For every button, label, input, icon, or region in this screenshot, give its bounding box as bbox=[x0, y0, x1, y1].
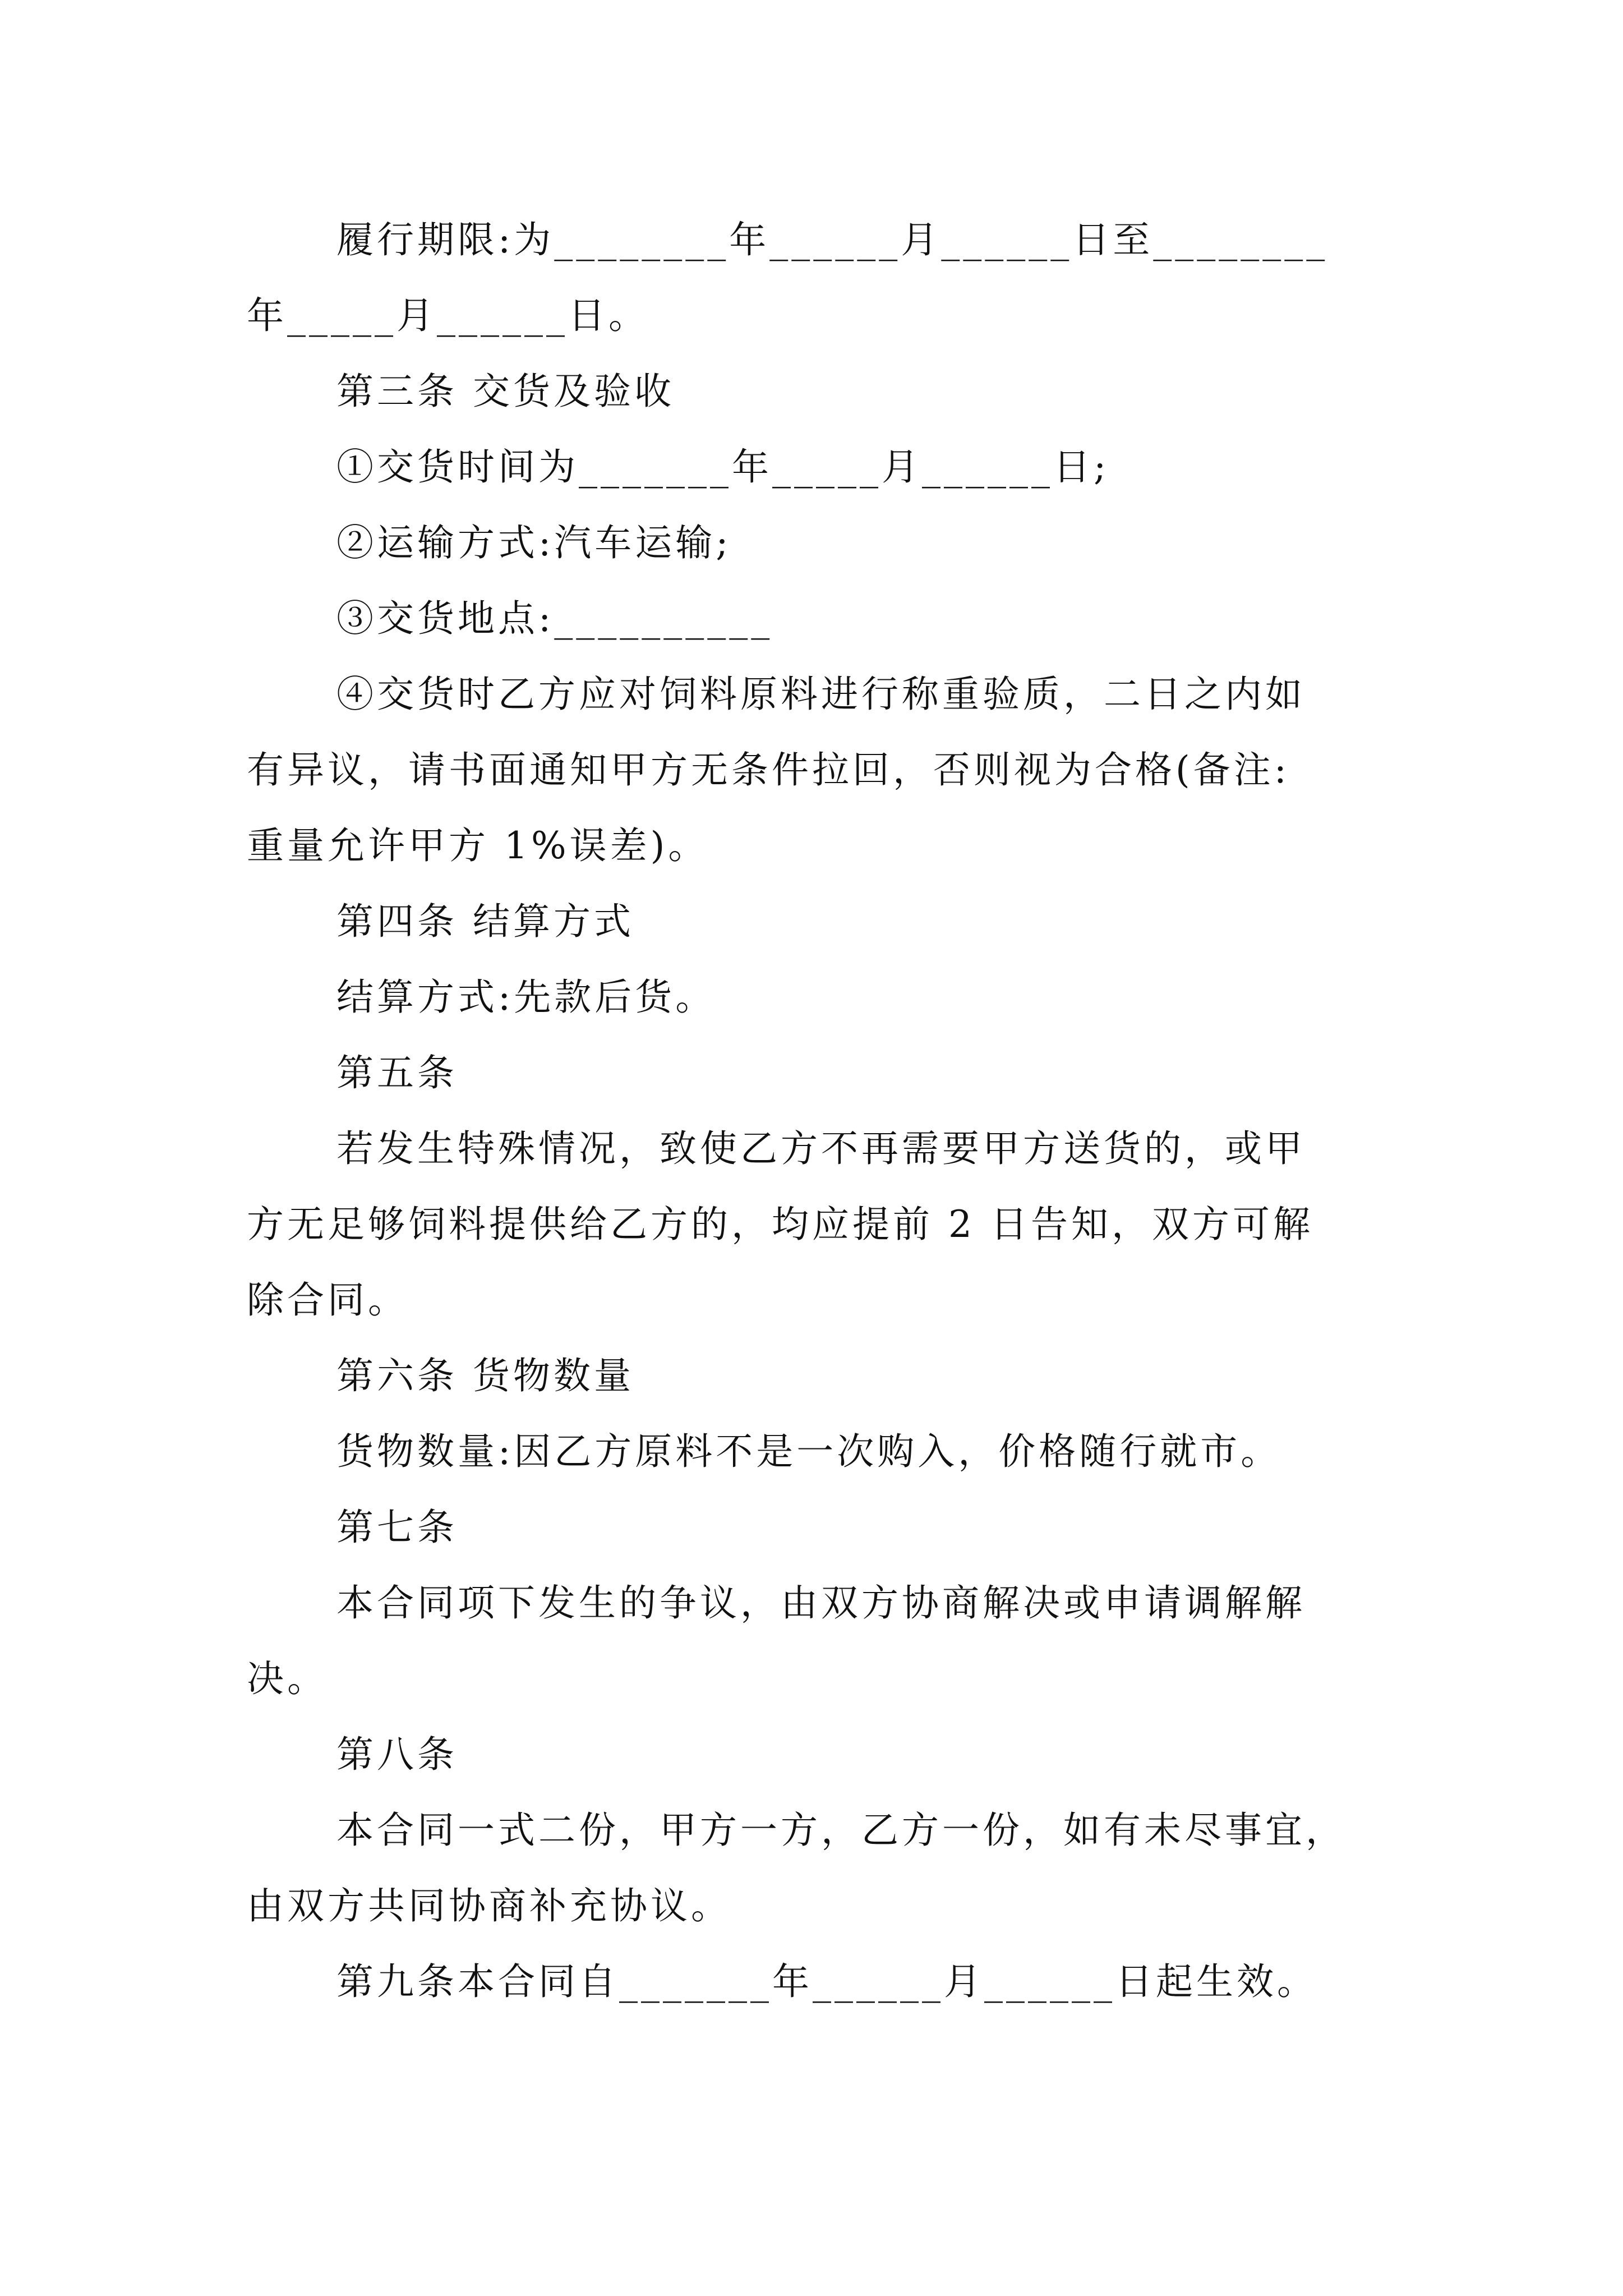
settlement-method: 结算方式:先款后货。 bbox=[336, 976, 716, 1019]
document-body bbox=[247, 202, 1374, 2019]
article-6-heading: 第六条 货物数量 bbox=[336, 1354, 634, 1397]
article-7-line-2: 决。 bbox=[247, 1657, 328, 1700]
inspection-line-1: ④交货时乙方应对饲料原料进行称重验质，二日之内如 bbox=[336, 673, 1306, 716]
article-7-heading: 第七条 bbox=[336, 1506, 458, 1549]
transport-method: ②运输方式:汽车运输; bbox=[336, 521, 732, 564]
inspection-line-2: 有异议，请书面通知甲方无条件拉回，否则视为合格(备注: bbox=[247, 748, 1290, 792]
article-5-line-1: 若发生特殊情况，致使乙方不再需要甲方送货的，或甲 bbox=[336, 1127, 1306, 1170]
delivery-location: ③交货地点:__________ bbox=[336, 597, 773, 640]
article-5-heading: 第五条 bbox=[336, 1051, 458, 1094]
delivery-time: ①交货时间为_______年_____月______日; bbox=[336, 445, 1110, 489]
article-8-heading: 第八条 bbox=[336, 1733, 458, 1776]
article-7-line-1: 本合同项下发生的争议，由双方协商解决或申请调解解 bbox=[336, 1581, 1306, 1625]
article-8-line-1: 本合同一式二份，甲方一方，乙方一份，如有未尽事宜， bbox=[336, 1809, 1346, 1852]
clause-term-line-1: 履行期限:为________年______月______日至________ bbox=[336, 218, 1329, 261]
article-5-line-3: 除合同。 bbox=[247, 1278, 408, 1322]
article-3-heading: 第三条 交货及验收 bbox=[336, 370, 675, 413]
article-5-line-2: 方无足够饲料提供给乙方的，均应提前 2 日告知，双方可解 bbox=[247, 1203, 1313, 1246]
article-9-line: 第九条本合同自_______年______月______日起生效。 bbox=[336, 1960, 1317, 2003]
article-8-line-2: 由双方共同协商补充协议。 bbox=[247, 1884, 731, 1927]
clause-term-line-2: 年_____月______日。 bbox=[247, 294, 649, 337]
article-4-heading: 第四条 结算方式 bbox=[336, 900, 634, 943]
article-6-body: 货物数量:因乙方原料不是一次购入，价格随行就市。 bbox=[336, 1430, 1281, 1473]
inspection-line-3: 重量允许甲方 1%误差)。 bbox=[247, 824, 709, 867]
